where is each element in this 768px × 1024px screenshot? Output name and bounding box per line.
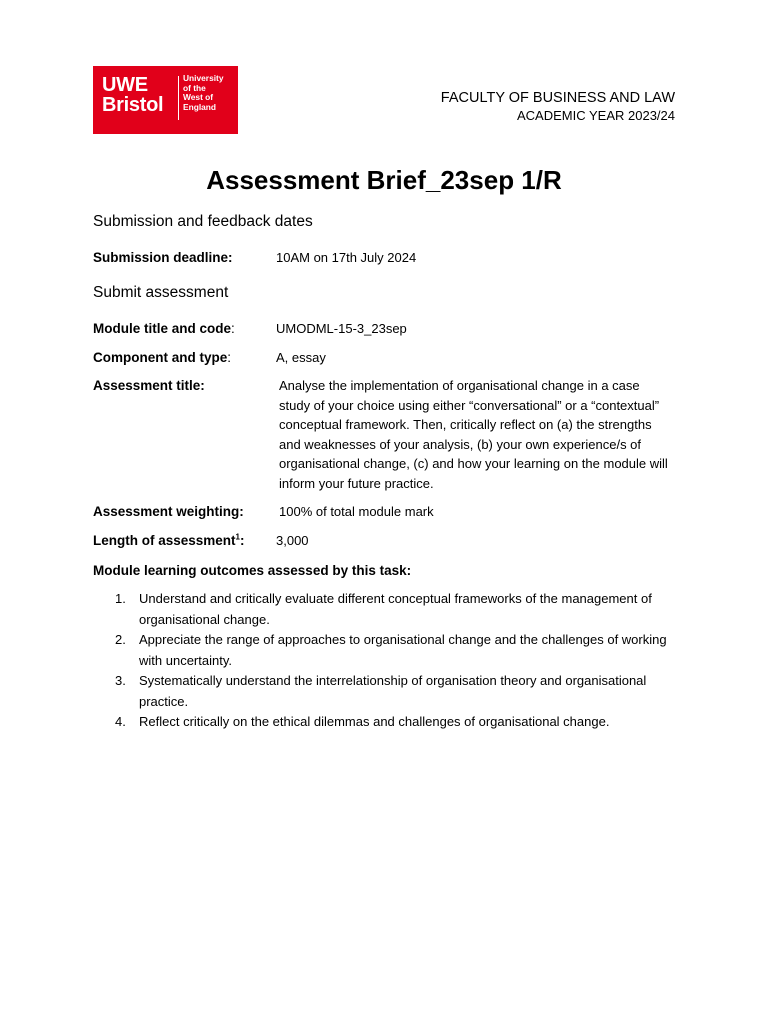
module-value: UMODML-15-3_23sep (276, 321, 407, 336)
logo-line-bristol: Bristol (102, 94, 164, 116)
list-item (93, 589, 673, 630)
logo-subtext (183, 74, 224, 112)
length-label: Length of assessment$^1$: (93, 532, 245, 548)
logo-sub-line: West of (183, 92, 214, 102)
footnote-marker[interactable]: 1 (235, 532, 240, 542)
academic-year: ACADEMIC YEAR 2023/24 (517, 108, 675, 123)
list-item-number: 1. (115, 591, 126, 606)
faculty-header (441, 89, 675, 125)
list-item (93, 671, 673, 712)
module-label: Module title and code: (93, 321, 235, 336)
deadline-value: 10AM on 17th July 2024 (276, 250, 417, 265)
length-value: 3,000 (276, 533, 309, 548)
list-item-number: 3. (115, 673, 126, 688)
list-item (93, 712, 673, 733)
dates-heading: Submission and feedback dates (93, 213, 313, 230)
logo-line-uwe: UWE (102, 74, 148, 96)
component-value: A, essay (276, 350, 326, 365)
submit-heading: Submit assessment (93, 284, 229, 301)
logo-divider (178, 76, 179, 120)
faculty-name: FACULTY OF BUSINESS AND LAW (440, 90, 675, 106)
assessment-title-label: Assessment title: (93, 378, 205, 393)
list-item-number: 2. (115, 632, 126, 647)
learning-outcomes-list (93, 589, 673, 733)
list-item-text: Understand and critically evaluate different conceptual frameworks of the management of organisational change. (139, 591, 652, 627)
weighting-value: 100% of total module mark (279, 504, 434, 519)
logo-sub-line: England (183, 101, 217, 112)
uwe-bristol-logo (93, 66, 238, 134)
component-label: Component and type: (93, 350, 232, 365)
logo-wordmark (102, 75, 163, 115)
outcomes-heading: Module learning outcomes assessed by this task: (93, 563, 412, 578)
list-item (93, 630, 673, 671)
weighting-label: Assessment weighting: (93, 504, 244, 519)
page-title: Assessment Brief_23sep 1/R (206, 165, 562, 195)
logo-sub-line: of the (183, 82, 206, 93)
list-item-text: Systematically understand the interrelationship of organisation theory and organisational practice. (139, 673, 647, 709)
assessment-title-value: Analyse the implementation of organisational change in a case study of your choice using either “conversational” or a “contextual” conceptual framework. Then, critically reflect on (a) the strengths and weaknesses of your analysis, (b) your own experience/s of organisational change, (c) and how your learning on the module will inform your future practice. (279, 378, 668, 491)
list-item-number: 4. (115, 714, 126, 729)
list-item-text: Reflect critically on the ethical dilemmas and challenges of organisational change. (139, 714, 610, 729)
list-item-text: Appreciate the range of approaches to organisational change and the challenges of working with uncertainty. (139, 632, 667, 668)
deadline-label: Submission deadline: (93, 250, 233, 265)
logo-sub-line: University (183, 73, 224, 83)
